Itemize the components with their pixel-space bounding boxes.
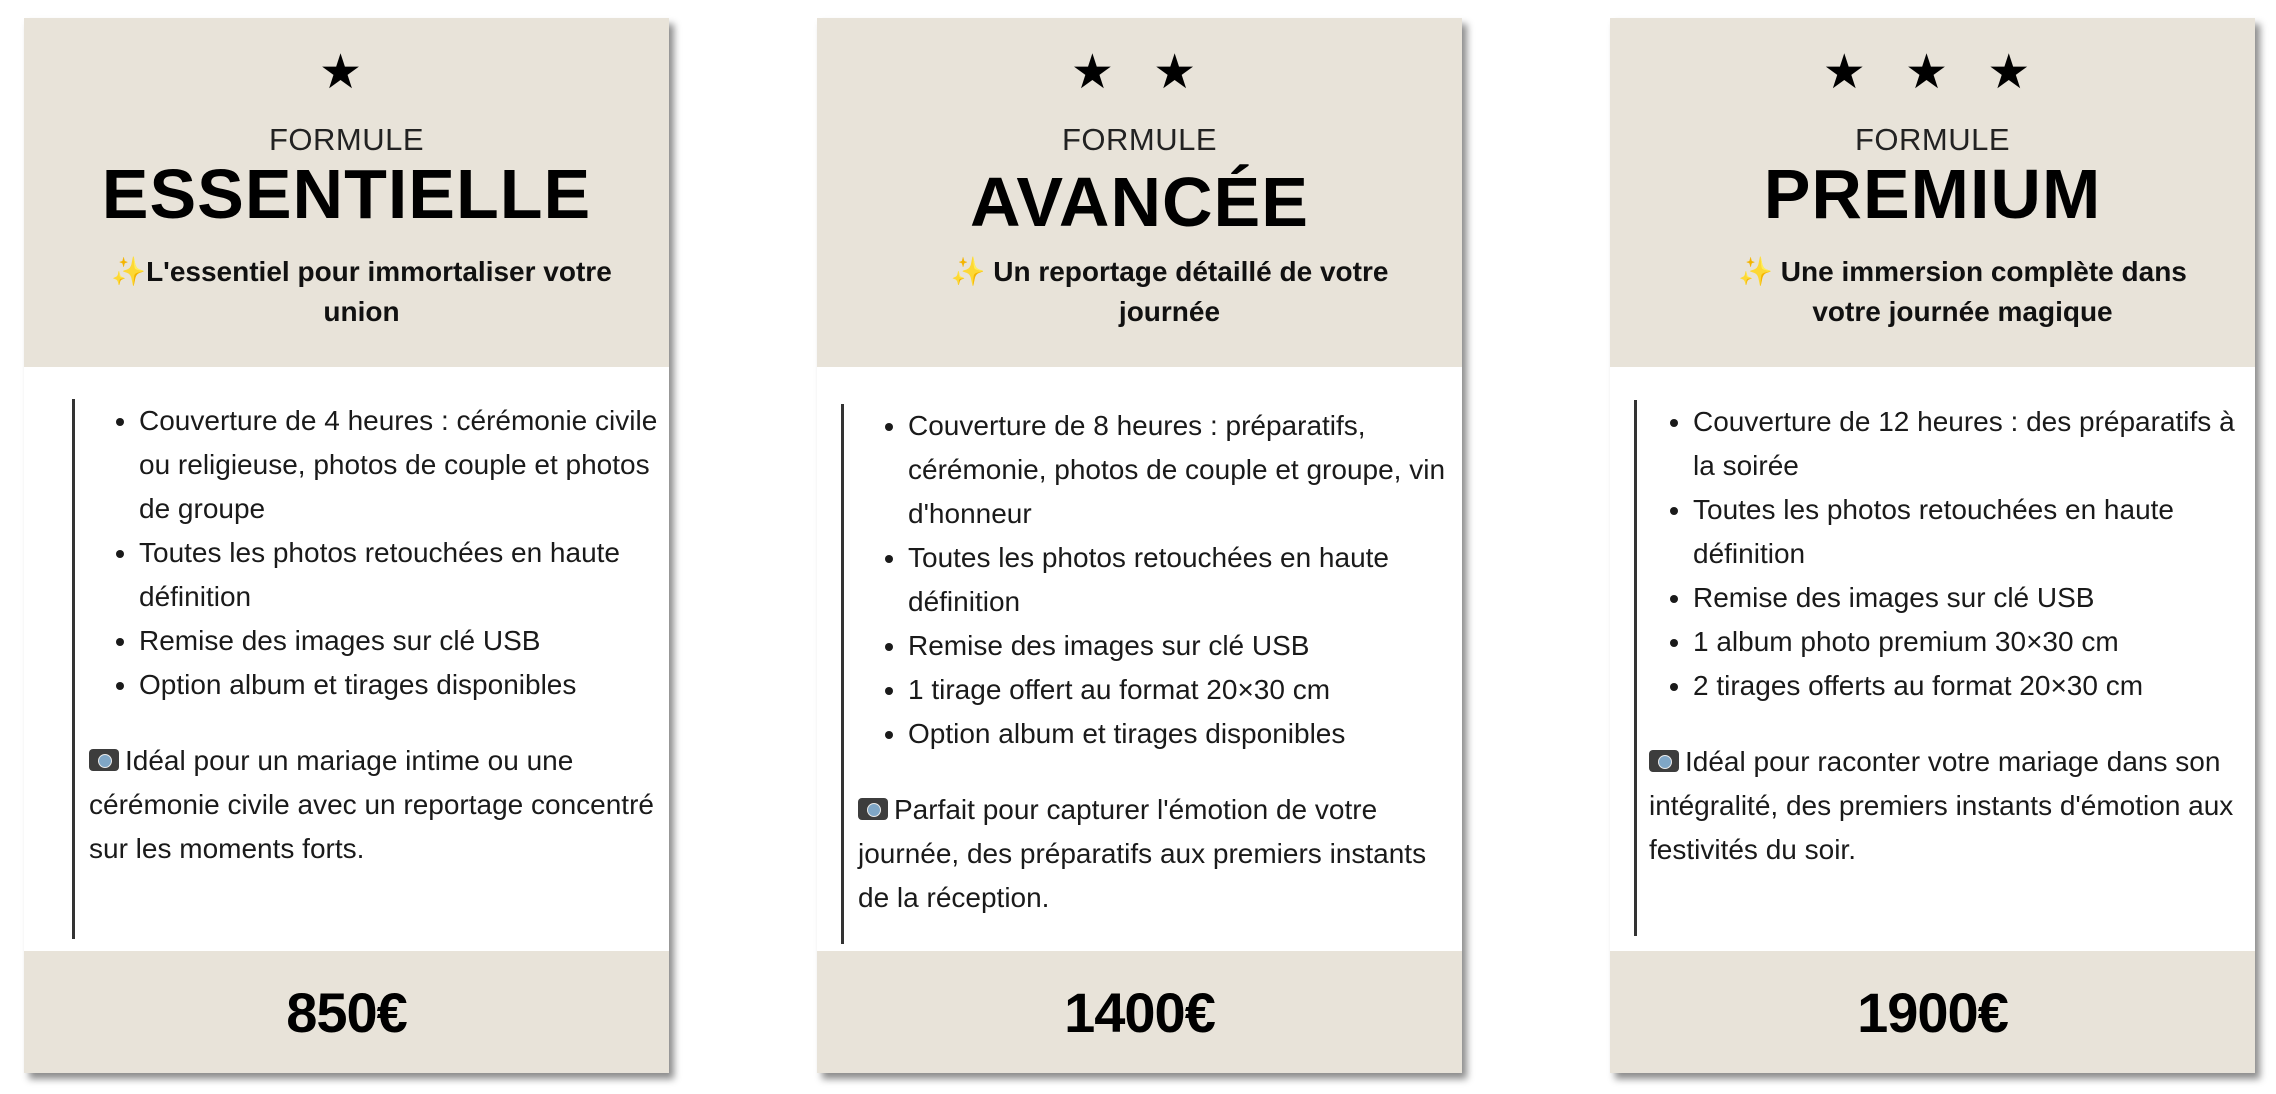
- feature-item: • Option album et tirages disponibles: [908, 712, 1452, 756]
- feature-item: • 1 album photo premium 30×30 cm: [1693, 620, 2245, 664]
- plan-name: ESSENTIELLE: [101, 155, 592, 233]
- feature-item: • Remise des images sur clé USB: [139, 619, 659, 663]
- plan-summary: [1649, 740, 2245, 872]
- plan-tagline: [84, 252, 639, 332]
- feature-item: • Couverture de 4 heures : cérémonie civile ou religieuse, photos de couple et photos de groupe: [139, 399, 659, 531]
- plan-name: AVANCÉE: [970, 163, 1309, 241]
- formule-label: FORMULE: [1061, 122, 1218, 157]
- plan-header: [817, 18, 1462, 367]
- feature-item: • 1 tirage offert au format 20×30 cm: [908, 668, 1452, 712]
- plan-tagline-text: L'essentiel pour immortaliser votre union: [146, 256, 612, 327]
- feature-list: [89, 399, 659, 707]
- camera-icon: [858, 798, 888, 820]
- plan-tagline-text: Une immersion complète dans votre journée magique: [1780, 256, 2187, 327]
- plan-tagline: [907, 252, 1432, 332]
- plan-price: 1900€: [1857, 981, 2008, 1044]
- price-footer: [24, 951, 669, 1073]
- plan-summary-text: Idéal pour un mariage intime ou une cérémonie civile avec un reportage concentré sur les moments forts.: [89, 745, 654, 864]
- feature-item: • Option album et tirages disponibles: [139, 663, 659, 707]
- plan-details: [841, 404, 1452, 944]
- plan-summary: [858, 788, 1452, 920]
- feature-list: [1649, 400, 2245, 708]
- plan-tagline: [1710, 252, 2215, 332]
- plan-summary: [89, 739, 659, 871]
- feature-item: • Couverture de 8 heures : préparatifs, cérémonie, photos de couple et groupe, vin d'honneur: [908, 404, 1452, 536]
- plan-tagline-text: Un reportage détaillé de votre journée: [993, 256, 1389, 327]
- plan-price: 850€: [286, 981, 407, 1044]
- sparkle-icon: ✨: [950, 256, 986, 287]
- plan-header: [24, 18, 669, 367]
- feature-item: • Toutes les photos retouchées en haute définition: [908, 536, 1452, 624]
- sparkle-icon: ✨: [1738, 256, 1773, 287]
- plan-details: [72, 399, 659, 939]
- feature-item: • Remise des images sur clé USB: [1693, 576, 2245, 620]
- plan-card-essentielle: [24, 18, 669, 1073]
- plan-price: 1400€: [1064, 981, 1215, 1044]
- star-rating-icon: ★: [318, 44, 375, 100]
- feature-item: • Toutes les photos retouchées en haute définition: [1693, 488, 2245, 576]
- feature-item: • 2 tirages offerts au format 20×30 cm: [1693, 664, 2245, 708]
- sparkle-icon: ✨: [111, 256, 147, 287]
- formule-label: FORMULE: [268, 122, 425, 157]
- star-rating-icon: ★ ★ ★: [1822, 44, 2043, 100]
- plan-name: PREMIUM: [1763, 155, 2102, 233]
- plan-card-avancee: [817, 18, 1462, 1073]
- star-rating-icon: ★ ★: [1070, 44, 1209, 100]
- feature-list: [858, 404, 1452, 756]
- feature-item: • Remise des images sur clé USB: [908, 624, 1452, 668]
- plan-card-premium: [1610, 18, 2255, 1073]
- camera-icon: [1649, 750, 1679, 772]
- plan-details: [1634, 400, 2245, 936]
- price-footer: [817, 951, 1462, 1073]
- feature-item: • Couverture de 12 heures : des préparatifs à la soirée: [1693, 400, 2245, 488]
- feature-item: • Toutes les photos retouchées en haute définition: [139, 531, 659, 619]
- price-footer: [1610, 951, 2255, 1073]
- plan-summary-text: Parfait pour capturer l'émotion de votre journée, des préparatifs aux premiers instants de la réception.: [858, 794, 1427, 913]
- plan-summary-text: Idéal pour raconter votre mariage dans son intégralité, des premiers instants d'émotion aux festivités du soir.: [1649, 746, 2234, 865]
- formule-label: FORMULE: [1854, 122, 2011, 157]
- plan-header: [1610, 18, 2255, 367]
- camera-icon: [89, 749, 119, 771]
